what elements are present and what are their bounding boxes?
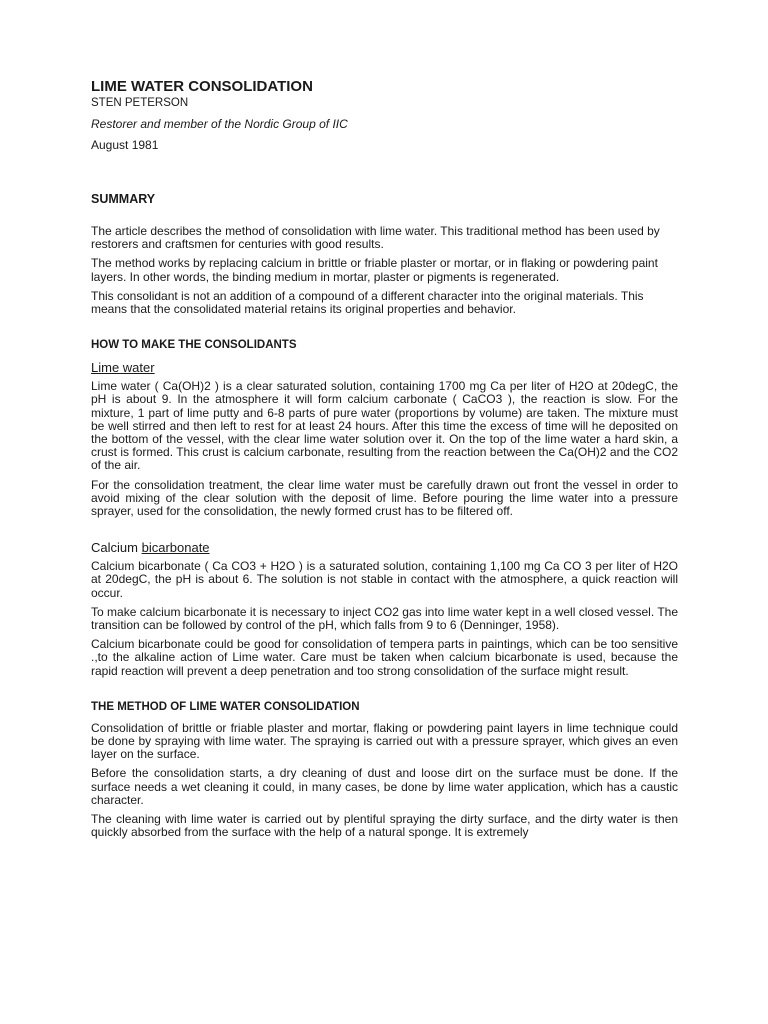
bicarbonate-heading-word-2: bicarbonate — [141, 540, 210, 556]
author-affiliation: Restorer and member of the Nordic Group of IIC — [91, 117, 348, 131]
bicarbonate-paragraph-3: Calcium bicarbonate could be good for consolidation of tempera parts in paintings, which can be too sensitive .,to the alkaline action of Lime water. Care must be taken when calcium bicarbonate is used, because the rapid reaction will prevent a deep penetration and too strong consolidation of the surface might result. — [91, 637, 678, 678]
lime-water-paragraph-2: For the consolidation treatment, the clear lime water must be carefully drawn out front the vessel in order to avoid mixing of the clear solution with the deposit of lime. Before pouring the lime water into a pressure sprayer, used for the consolidation, the newly formed crust has to be filtered off. — [91, 477, 678, 519]
document-title: LIME WATER CONSOLIDATION — [91, 78, 313, 95]
method-paragraph-2: Before the consolidation starts, a dry cleaning of dust and loose dirt on the surface must be done. If the surface needs a wet cleaning it could, in many cases, be done by lime water application, which has a caustic character. — [91, 766, 678, 807]
summary-heading: SUMMARY — [91, 192, 156, 206]
bicarbonate-paragraph-1: Calcium bicarbonate ( Ca CO3 + H2O ) is a saturated solution, containing 1,100 mg Ca CO 3 per liter of H2O at 20degC, the pH is about 6. The solution is not stable in contact with the atmosphere, a quick reaction will occur. — [91, 559, 678, 600]
summary-paragraph-3: This consolidant is not an addition of a compound of a different character into the original materials. This means that the consolidated material retains its original properties and behavior. — [91, 288, 644, 317]
summary-paragraph-1: The article describes the method of consolidation with lime water. This traditional method has been used by restorers and craftsmen for centuries with good results. — [91, 224, 660, 252]
method-paragraph-3: The cleaning with lime water is carried out by plentiful spraying the dirty surface, and the dirty water is then quickly absorbed from the surface with the help of a natural sponge. It is extremely — [91, 812, 678, 840]
method-heading: THE METHOD OF LIME WATER CONSOLIDATION — [91, 700, 360, 713]
method-paragraph-1: Consolidation of brittle or friable plaster and mortar, flaking or powdering paint layers in lime technique could be done by spraying with lime water. The spraying is carried out with a pressure sprayer, which gives an even layer on the surface. — [91, 720, 678, 762]
bicarbonate-heading-word-1: Calcium — [91, 540, 138, 556]
bicarbonate-paragraph-2: To make calcium bicarbonate it is necessary to inject CO2 gas into lime water kept in a well closed vessel. The transition can be followed by control of the pH, which falls from 9 to 6 (Denninger, 1958). — [91, 604, 678, 633]
lime-water-heading: Lime water — [91, 360, 155, 376]
how-to-heading: HOW TO MAKE THE CONSOLIDANTS — [91, 339, 297, 352]
publication-date: August 1981 — [91, 138, 159, 152]
summary-paragraph-2: The method works by replacing calcium in brittle or friable plaster or mortar, or in flaking or powdering paint layers. In other words, the binding medium in mortar, plaster or pigments is regenerated. — [91, 256, 658, 284]
author-name: STEN PETERSON — [91, 97, 189, 109]
bicarbonate-heading — [91, 540, 678, 555]
document-page — [91, 78, 678, 846]
lime-water-paragraph-1: Lime water ( Ca(OH)2 ) is a clear saturated solution, containing 1700 mg Ca per liter of H2O at 20degC, the pH is about 9. In the atmosphere it will form calcium carbonate ( CaCO3 ), the reaction is slow. For the mixture, 1 part of lime putty and 6-8 parts of pure water (proportions by volume) are taken. The mixture must be well stirred and then left to rest for at least 24 hours. After this time the excess of time will he deposited on the bottom of the vessel, with the clear lime water solution over it. On the top of the lime water a hard skin, a crust is formed. This crust is calcium carbonate, resulting from the reaction between the Ca(OH)2 and the CO2 of the air. — [91, 379, 678, 473]
